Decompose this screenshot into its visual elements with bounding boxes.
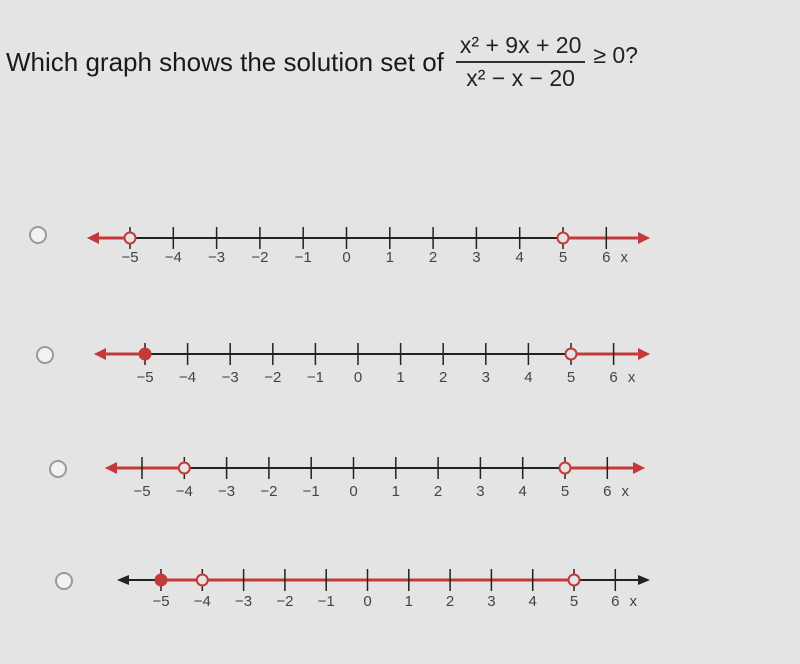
shaded-right-arrow-icon [638, 348, 650, 360]
tick-label: 4 [515, 249, 524, 266]
tick-label: 5 [569, 593, 579, 610]
tick-label: −5 [136, 369, 154, 386]
open-endpoint [569, 575, 580, 586]
open-endpoint [558, 233, 569, 244]
tick-label: 0 [342, 249, 351, 266]
tick-label: −1 [306, 369, 324, 386]
fraction [456, 32, 585, 92]
tick-label: 2 [445, 593, 455, 610]
tick-label: −5 [133, 483, 151, 500]
tick-label: 3 [481, 369, 490, 386]
shaded-left-arrow-icon [94, 348, 106, 360]
option-b[interactable] [0, 326, 800, 396]
question-text: Which graph shows the solution set of [6, 46, 444, 77]
tick-label: −1 [317, 593, 335, 610]
left-arrow-icon [117, 575, 129, 585]
tick-label: 1 [396, 369, 405, 386]
tick-label: 2 [433, 483, 443, 500]
tick-label: −3 [208, 249, 226, 266]
tick-label: 3 [476, 483, 485, 500]
open-endpoint [125, 233, 136, 244]
tick-label: 0 [349, 483, 358, 500]
right-arrow-icon [638, 575, 650, 585]
shaded-left-arrow-icon [105, 462, 117, 474]
tick-label: 2 [439, 369, 448, 386]
tick-label: −1 [294, 249, 312, 266]
question [6, 32, 638, 92]
fraction-numerator: x² + 9x + 20 [459, 32, 582, 58]
axis-variable-label: x [627, 369, 636, 386]
open-endpoint [560, 463, 571, 474]
number-line-c [0, 440, 800, 510]
tick-label: 6 [602, 249, 611, 266]
tick-label: −3 [235, 593, 253, 610]
tick-label: 1 [404, 593, 413, 610]
tick-label: −1 [302, 483, 320, 500]
open-endpoint [179, 463, 190, 474]
axis-variable-label: x [620, 249, 629, 266]
tick-label: 3 [472, 249, 481, 266]
tick-label: 1 [385, 249, 394, 266]
tick-label: −3 [221, 369, 239, 386]
closed-endpoint [140, 349, 151, 360]
tick-label: −2 [251, 249, 269, 266]
tick-label: 4 [528, 593, 537, 610]
tick-label: 5 [560, 483, 570, 500]
number-line-d [0, 554, 800, 624]
shaded-right-arrow-icon [638, 232, 650, 244]
axis-variable-label: x [621, 483, 630, 500]
tick-label: 5 [566, 369, 576, 386]
tick-label: 2 [428, 249, 438, 266]
fraction-denominator: x² − x − 20 [466, 65, 575, 91]
axis-variable-label: x [629, 593, 638, 610]
tick-label: −4 [164, 249, 182, 266]
closed-endpoint [156, 575, 167, 586]
tick-label: 3 [487, 593, 496, 610]
tick-label: −3 [218, 483, 236, 500]
option-d[interactable] [0, 554, 800, 624]
tick-label: −4 [193, 593, 211, 610]
tick-label: −2 [264, 369, 282, 386]
tick-label: −2 [260, 483, 278, 500]
tick-label: −2 [276, 593, 294, 610]
tick-label: 5 [558, 249, 568, 266]
tick-label: −4 [179, 369, 197, 386]
tick-label: 0 [353, 369, 363, 386]
tick-label: 6 [609, 369, 618, 386]
open-endpoint [197, 575, 208, 586]
tick-label: 0 [363, 593, 372, 610]
shaded-right-arrow-icon [633, 462, 645, 474]
open-endpoint [566, 349, 577, 360]
tick-label: 1 [391, 483, 400, 500]
tick-label: 6 [611, 593, 620, 610]
tick-label: −4 [175, 483, 193, 500]
number-line-a [0, 212, 800, 282]
tick-label: 4 [518, 483, 527, 500]
option-c[interactable] [0, 440, 800, 510]
option-a[interactable] [0, 212, 800, 282]
tick-label: −5 [152, 593, 170, 610]
tick-label: −5 [121, 249, 139, 266]
inequality-relation: ≥ 0? [593, 41, 638, 68]
tick-label: 4 [524, 369, 533, 386]
shaded-left-arrow-icon [87, 232, 99, 244]
tick-label: 6 [603, 483, 612, 500]
number-line-b [0, 326, 800, 396]
